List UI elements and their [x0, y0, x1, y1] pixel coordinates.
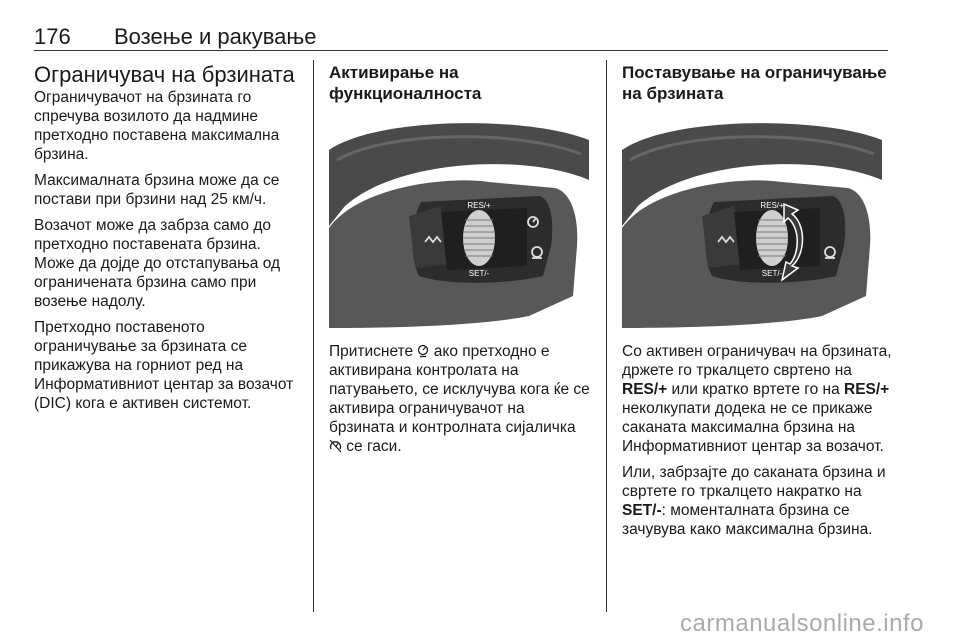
paragraph: Ограничувачот на брзината го спречува возилото да надмине претходно поставена максимална брзина.: [34, 89, 280, 163]
paragraph: Притиснете ако претходно е активирана контролата на патувањето, се исклучува кога ќе се активира ограничувачот на брзината и контролната сијаличка се гаси.: [329, 343, 590, 455]
section-title: Возење и ракување: [114, 24, 317, 49]
set-label: SET/-: [468, 269, 490, 278]
res-label: RES/+: [760, 201, 784, 210]
paragraph: Максималната брзина може да се постави при брзини над 25 км/ч.: [34, 172, 280, 208]
column-1: [34, 62, 304, 420]
section-heading: Активирање на функционалноста: [329, 63, 482, 103]
column-3: [622, 62, 892, 546]
column-divider: [606, 60, 607, 612]
set-label: SET/-: [761, 269, 783, 278]
page-number: 176: [34, 24, 71, 49]
watermark: carmanualsonline.info: [680, 610, 924, 637]
res-label: RES/+: [467, 201, 491, 210]
steering-wheel-illustration: [622, 116, 882, 328]
section-heading: Поставување на ограничување на брзината: [622, 63, 887, 103]
column-divider: [313, 60, 314, 612]
steering-wheel-illustration: [329, 116, 589, 328]
paragraph: Со активен ограничувач на брзината, држете го тркалцето свртено на RES/+ или кратко вртете го на RES/+ неколкупати додека не се прикаже саканата максимална брзина на Информативниот центар за возачот.: [622, 343, 892, 455]
paragraph: Возачот може да забрза само до претходно поставената брзина. Може да дојде до отстапувања од ограничената брзина само при возење надолу.: [34, 217, 281, 310]
header-rule: [34, 50, 888, 51]
cruise-control-icon: [329, 439, 342, 453]
speed-limiter-icon: [417, 344, 429, 358]
paragraph: Претходно поставеното ограничување за брзината се прикажува на горниот ред на Информативниот центар за возачот (DIC) кога е активен системот.: [34, 319, 294, 412]
column-2: [329, 62, 591, 463]
page-header: [34, 18, 888, 48]
paragraph: Или, забрзајте до саканата брзина и свртете го тркалцето накратко на SET/-: моменталната брзина се зачувува како максимална брзина.: [622, 464, 886, 538]
page-title: Ограничувач на брзината: [34, 62, 295, 87]
